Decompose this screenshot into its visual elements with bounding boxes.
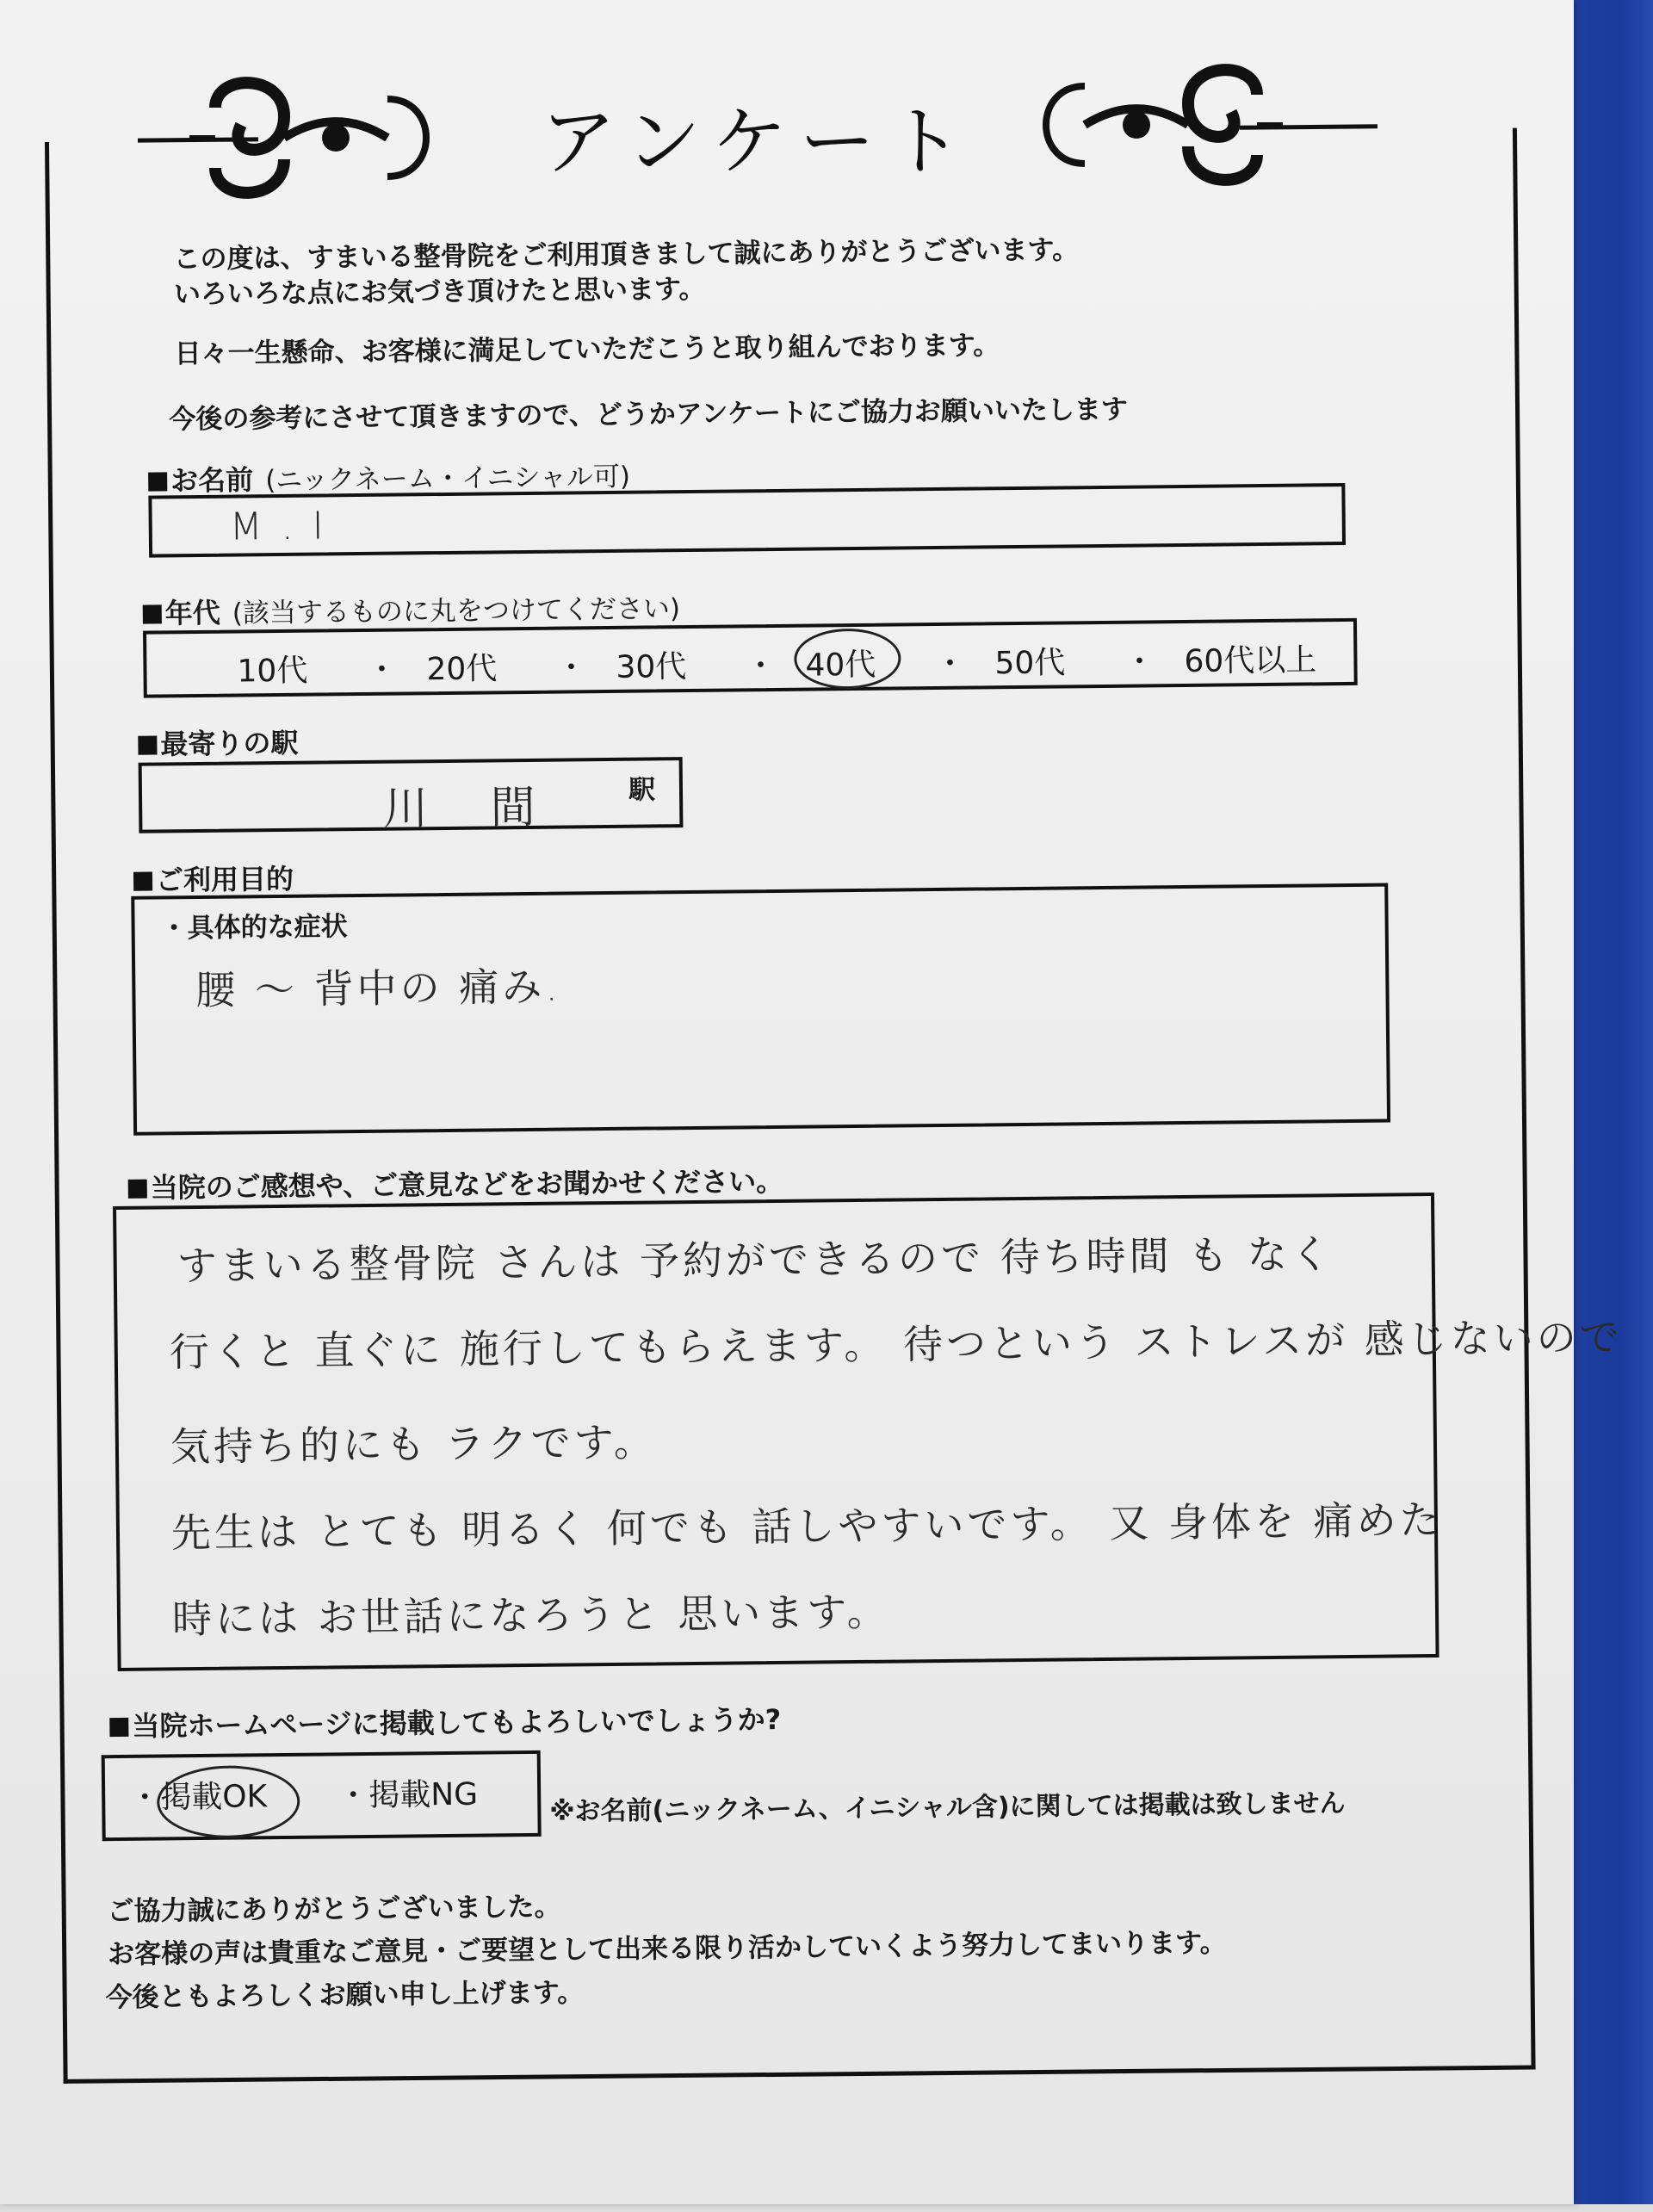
station-label-text: 最寄りの駅 <box>160 726 299 761</box>
closing-line-3: 今後ともよろしくお願い申し上げます。 <box>105 1977 585 2014</box>
name-field[interactable] <box>148 483 1346 558</box>
bullet-square-icon <box>128 1180 147 1199</box>
age-option-40[interactable]: 40代 <box>805 647 876 684</box>
homepage-option-ok[interactable]: ・掲載OK <box>129 1779 268 1816</box>
age-separator: ・ <box>1124 644 1155 680</box>
comment-line-2: 行くと 直ぐに 施行してもらえます。 待つという ストレスが 感じないので <box>169 1313 1624 1376</box>
intro-line-4: 今後の参考にさせて頂きますので、どうかアンケートにご協力お願いいたします <box>169 393 1129 436</box>
intro-line-1: この度は、すまいる整骨院をご利用頂きまして誠にありがとうございます。 <box>173 234 1080 276</box>
station-field[interactable] <box>139 757 684 833</box>
purpose-label <box>133 858 294 899</box>
purpose-label-text: ご利用目的 <box>155 862 294 897</box>
name-label-text: お名前 <box>170 463 254 498</box>
page-title: アンケート <box>540 97 975 186</box>
station-value: 川 間 <box>382 781 560 835</box>
bullet-square-icon <box>138 735 157 754</box>
age-separator: ・ <box>745 647 777 685</box>
age-field <box>143 618 1358 698</box>
bullet-square-icon <box>143 604 162 623</box>
homepage-options <box>102 1750 542 1841</box>
selected-circle <box>157 1765 300 1839</box>
selected-circle <box>794 628 901 689</box>
closing-line-2: お客様の声は貴重なご意見・ご要望として出来る限り活かしていくよう努力してまいります。 <box>107 1927 1227 1971</box>
comment-field[interactable] <box>113 1193 1624 1671</box>
bullet-square-icon <box>133 872 152 891</box>
desk-background <box>1571 0 1653 2204</box>
homepage-label <box>109 1698 781 1744</box>
purpose-value: 腰 〜 背中の 痛み. <box>195 963 562 1014</box>
homepage-option-ng[interactable]: ・掲載NG <box>337 1776 479 1814</box>
homepage-note: ※お名前(ニックネーム、イニシャル含)に関しては掲載は致しません <box>549 1788 1346 1827</box>
age-separator: ・ <box>366 652 398 688</box>
bullet-square-icon <box>148 472 167 491</box>
homepage-label-text: 当院ホームページに掲載してもよろしいでしょうか? <box>132 1702 782 1743</box>
age-option-60-plus[interactable]: 60代以上 <box>1184 642 1317 679</box>
age-separator: ・ <box>934 646 966 683</box>
comment-label-text: 当院のご感想や、ご意見などをお聞かせください。 <box>150 1164 784 1205</box>
name-value: M . I <box>229 504 327 549</box>
comment-line-4: 先生は とても 明るく 何でも 話しやすいです。 又 身体を 痛めた <box>170 1496 1443 1557</box>
age-label <box>143 586 681 632</box>
comment-label <box>128 1160 784 1206</box>
intro-line-2: いろいろな点にお気づき頂けたと思います。 <box>173 273 706 311</box>
intro-line-3: 日々一生懸命、お客様に満足していただこうと取り組んでおります。 <box>174 330 1000 370</box>
age-option-10[interactable]: 10代 <box>237 653 308 690</box>
name-note: (ニックネーム・イニシャル可) <box>265 461 631 497</box>
age-option-30[interactable]: 30代 <box>616 649 687 685</box>
comment-line-1: すまいる整骨院 さんは 予約ができるので 待ち時間 も なく <box>176 1230 1334 1290</box>
age-option-50[interactable]: 50代 <box>994 645 1066 682</box>
purpose-sublabel: ・具体的な症状 <box>160 911 348 945</box>
comment-line-5: 時には お世話になろうと 思います。 <box>171 1588 890 1643</box>
age-note: (該当するものに丸をつけてください) <box>232 593 681 629</box>
station-label <box>138 722 298 763</box>
purpose-field[interactable] <box>131 883 1390 1136</box>
closing-line-1: ご協力誠にありがとうございました。 <box>107 1891 561 1928</box>
bullet-square-icon <box>109 1718 128 1737</box>
comment-line-3: 気持ち的にも ラクです。 <box>170 1418 658 1471</box>
age-separator: ・ <box>555 650 587 686</box>
age-label-text: 年代 <box>164 596 221 630</box>
station-suffix: 駅 <box>628 774 656 806</box>
age-option-20[interactable]: 20代 <box>426 651 498 688</box>
